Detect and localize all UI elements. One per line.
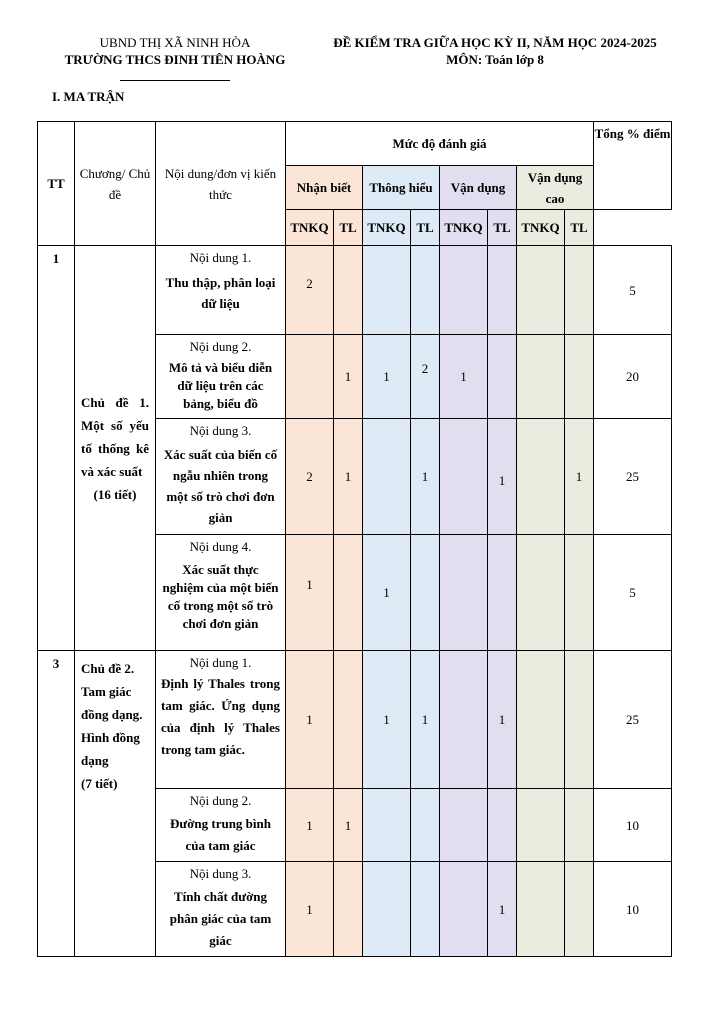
cell-value <box>411 862 440 957</box>
sub-header: TL <box>411 210 440 246</box>
total-value: 10 <box>594 862 672 957</box>
total-value: 10 <box>594 789 672 862</box>
cell-value: 1 <box>488 651 517 789</box>
cell-value <box>565 535 594 651</box>
cell-value <box>334 246 363 335</box>
content-cell <box>156 862 286 957</box>
content-text: Xác suất thực nghiệm của một biến cố trong một số trò chơi đơn giản <box>162 562 279 631</box>
total-value: 5 <box>594 246 672 335</box>
cell-value: 1 <box>363 651 411 789</box>
total-value: 25 <box>594 419 672 535</box>
cell-value: 2 <box>286 246 334 335</box>
cell-value <box>363 246 411 335</box>
exam-subject: MÔN: Toán lớp 8 <box>446 52 544 67</box>
cell-value: 1 <box>286 789 334 862</box>
content-cell <box>156 419 286 535</box>
content-text: Tính chất đường phân giác của tam giác <box>169 889 272 948</box>
cell-value <box>440 789 488 862</box>
cell-value: 1 <box>411 419 440 535</box>
content-text: Thu thập, phân loại dữ liệu <box>165 275 276 311</box>
cell-value <box>440 862 488 957</box>
school-name: TRƯỜNG THCS ĐINH TIÊN HOÀNG <box>64 52 286 67</box>
cell-value <box>334 862 363 957</box>
table-row <box>38 651 672 789</box>
topic-number: 1 <box>38 246 75 651</box>
topic-title: Chủ đề 1. Một số yếu tố thống kê và xác suất <box>81 394 149 479</box>
cell-value <box>334 535 363 651</box>
content-cell <box>156 789 286 862</box>
cell-value <box>517 862 565 957</box>
content-label: Nội dung 2. <box>189 339 252 354</box>
content-label: Nội dung 3. <box>189 423 252 438</box>
cell-value: 1 <box>565 419 594 535</box>
cell-value <box>440 535 488 651</box>
cell-value: 1 <box>440 335 488 419</box>
cell-value <box>517 246 565 335</box>
cell-value <box>488 535 517 651</box>
topic-hours: (16 tiết) <box>93 486 137 502</box>
cell-value: 1 <box>286 651 334 789</box>
content-text: Đường trung bình của tam giác <box>170 816 271 853</box>
cell-value <box>488 789 517 862</box>
cell-value: 1 <box>334 789 363 862</box>
cell-value <box>363 419 411 535</box>
content-label: Nội dung 1. <box>189 250 252 265</box>
cell-value <box>517 651 565 789</box>
content-text: Mô tả và biểu diễn dữ liệu trên các bảng, biểu đồ <box>168 360 273 411</box>
content-cell <box>156 246 286 335</box>
cell-value: 1 <box>363 335 411 419</box>
content-text: Xác suất của biến cố ngẫu nhiên trong một số trò chơi đơn giản <box>163 447 278 525</box>
matrix-table <box>37 121 672 957</box>
cell-value <box>363 862 411 957</box>
cell-value <box>565 862 594 957</box>
exam-title: ĐỀ KIỂM TRA GIỮA HỌC KỲ II, NĂM HỌC 2024-2025 <box>333 35 657 50</box>
cell-value: 1 <box>363 535 411 651</box>
content-text: Định lý Thales trong tam giác. Ứng dụng của định lý Thales trong tam giác. <box>161 676 280 757</box>
cell-value <box>440 651 488 789</box>
cell-value <box>565 651 594 789</box>
header-chuong: Chương/ Chủ đề <box>75 122 156 246</box>
level-thong-hieu: Thông hiểu <box>363 166 440 210</box>
content-label: Nội dung 3. <box>189 866 252 881</box>
header-tt: TT <box>38 122 75 246</box>
level-van-dung-cao: Vận dụng cao <box>517 166 594 210</box>
cell-value: 1 <box>411 651 440 789</box>
cell-value <box>363 789 411 862</box>
sub-header: TNKQ <box>440 210 488 246</box>
cell-value: 1 <box>334 335 363 419</box>
topic-title: Chủ đề 2. Tam giác đồng dạng. Hình đồng dạng <box>81 661 143 768</box>
section-title: I. MA TRẬN <box>52 89 125 104</box>
sub-header: TL <box>488 210 517 246</box>
level-van-dung: Vận dụng <box>440 166 517 210</box>
content-cell <box>156 535 286 651</box>
cell-value <box>565 335 594 419</box>
header-underline <box>120 80 230 81</box>
header-noidung: Nội dung/đơn vị kiến thức <box>156 122 286 246</box>
cell-value <box>334 651 363 789</box>
sub-header: TNKQ <box>363 210 411 246</box>
topic-name <box>75 246 156 651</box>
cell-value <box>440 419 488 535</box>
school-header <box>30 34 320 85</box>
cell-value: 1 <box>488 419 517 535</box>
cell-value <box>411 535 440 651</box>
cell-value: 2 <box>411 335 440 419</box>
topic-number: 3 <box>38 651 75 957</box>
cell-value <box>517 535 565 651</box>
sub-header: TNKQ <box>286 210 334 246</box>
cell-value <box>517 789 565 862</box>
cell-value <box>565 789 594 862</box>
topic-name <box>75 651 156 957</box>
cell-value <box>411 246 440 335</box>
content-cell <box>156 651 286 789</box>
district-name: UBND THỊ XÃ NINH HÒA <box>99 35 251 50</box>
cell-value <box>411 789 440 862</box>
cell-value <box>517 335 565 419</box>
content-label: Nội dung 1. <box>189 655 252 670</box>
exam-header <box>300 34 690 68</box>
content-label: Nội dung 4. <box>189 539 252 554</box>
sub-header: TL <box>334 210 363 246</box>
cell-value <box>517 419 565 535</box>
content-cell <box>156 335 286 419</box>
table-row <box>38 246 672 335</box>
cell-value <box>440 246 488 335</box>
cell-value <box>488 246 517 335</box>
sub-header: TNKQ <box>517 210 565 246</box>
cell-value: 2 <box>286 419 334 535</box>
cell-value: 1 <box>286 535 334 651</box>
topic-hours: (7 tiết) <box>81 776 118 791</box>
cell-value <box>286 335 334 419</box>
cell-value: 1 <box>488 862 517 957</box>
cell-value: 1 <box>286 862 334 957</box>
header-mucdo: Mức độ đánh giá <box>286 122 594 166</box>
level-nhan-biet: Nhận biết <box>286 166 363 210</box>
sub-header: TL <box>565 210 594 246</box>
cell-value: 1 <box>334 419 363 535</box>
total-value: 5 <box>594 535 672 651</box>
total-value: 20 <box>594 335 672 419</box>
content-label: Nội dung 2. <box>189 793 252 808</box>
cell-value <box>488 335 517 419</box>
cell-value <box>565 246 594 335</box>
total-value: 25 <box>594 651 672 789</box>
header-tong: Tổng % điểm <box>594 122 672 210</box>
